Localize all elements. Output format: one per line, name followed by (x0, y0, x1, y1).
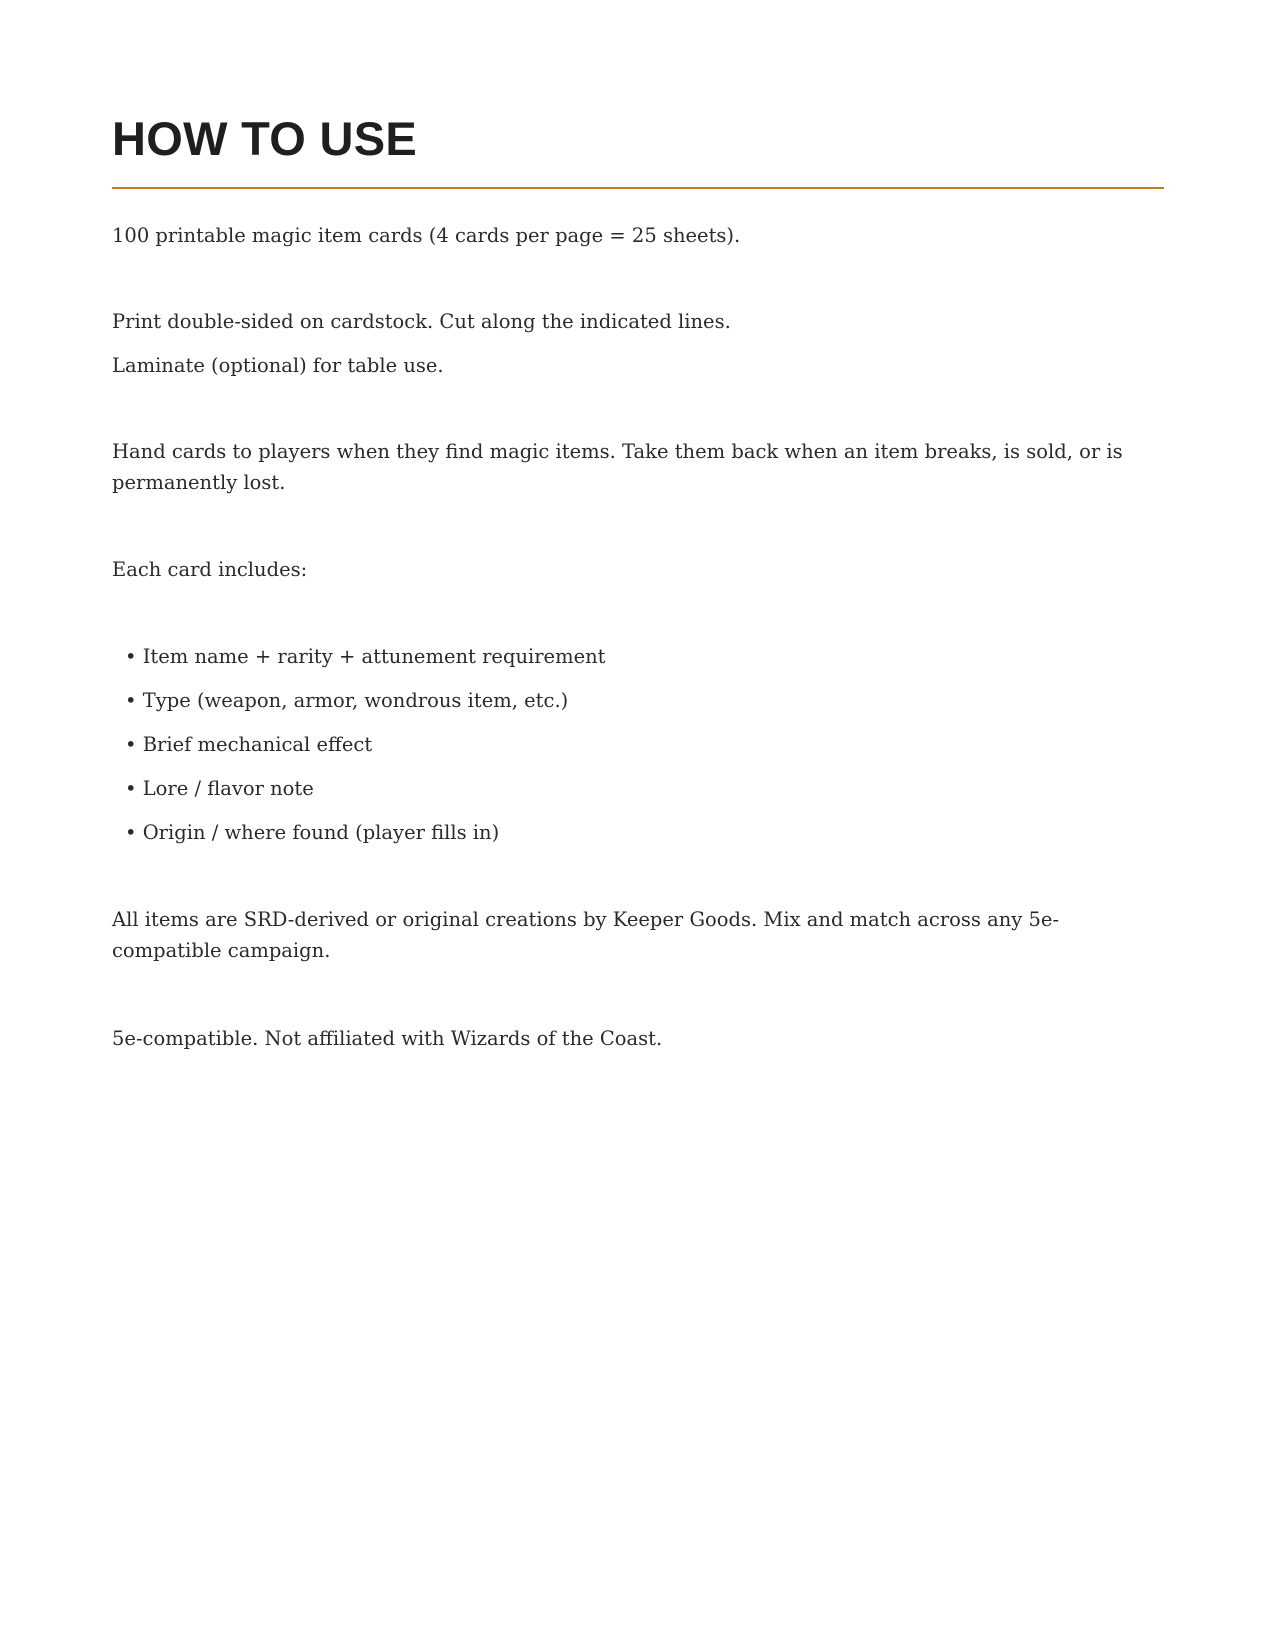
list-item: • Brief mechanical effect (125, 733, 373, 756)
usage-paragraph: Hand cards to players when they find magic items. Take them back when an item breaks, is sold, or is permanently lost. (112, 440, 1123, 494)
list-item: • Lore / flavor note (125, 777, 314, 800)
page-title: HOW TO USE (112, 112, 418, 165)
source-paragraph: All items are SRD-derived or original creations by Keeper Goods. Mix and match across any 5e-compatible campaign. (112, 908, 1060, 962)
print-instructions: Print double-sided on cardstock. Cut along the indicated lines. (112, 310, 731, 333)
list-item: • Item name + rarity + attunement requirement (125, 645, 606, 668)
list-item: • Type (weapon, armor, wondrous item, etc.) (125, 689, 569, 712)
intro-paragraph: 100 printable magic item cards (4 cards per page = 25 sheets). (112, 224, 741, 247)
heading-divider (112, 187, 1164, 189)
disclaimer: 5e-compatible. Not affiliated with Wizards of the Coast. (112, 1027, 663, 1050)
card-includes-heading: Each card includes: (112, 558, 308, 581)
list-item: • Origin / where found (player fills in) (125, 821, 500, 844)
laminate-note: Laminate (optional) for table use. (112, 354, 444, 377)
